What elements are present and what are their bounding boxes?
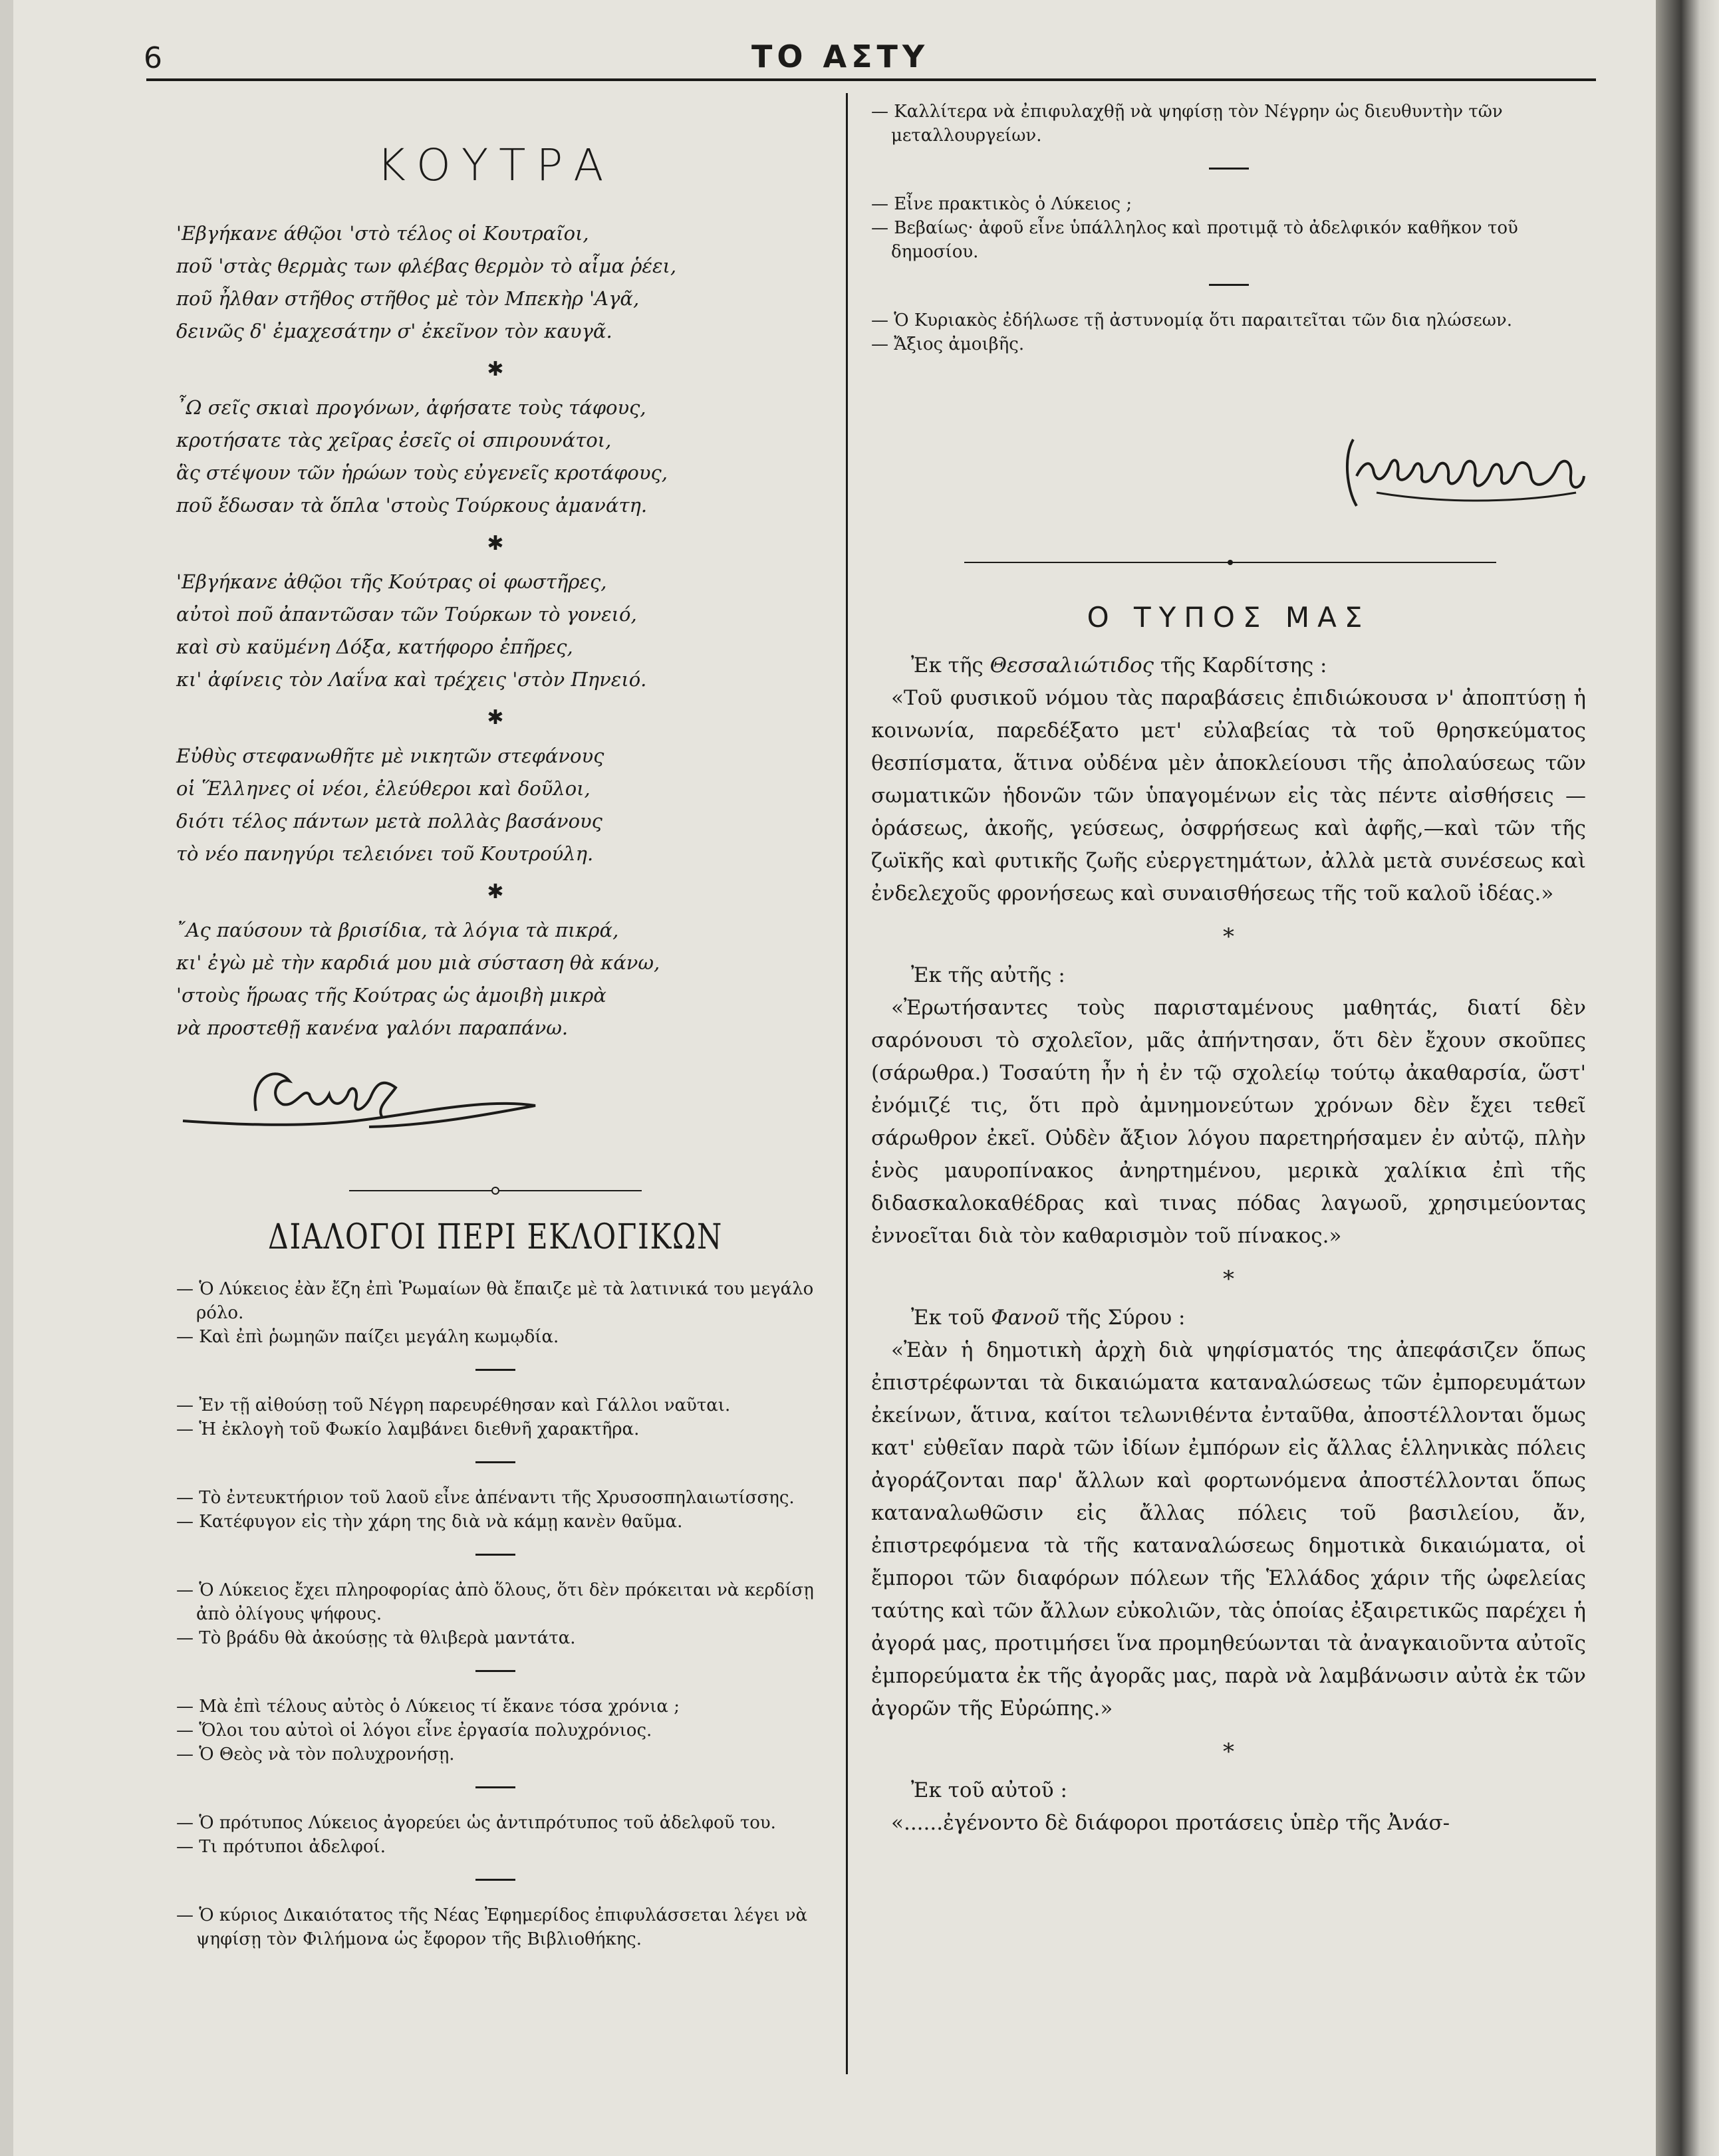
dialogue-line: — Ὁ Λύκειος ἐὰν ἔζη ἐπὶ Ῥωμαίων θὰ ἔπαιζε μὲ τὰ λατινικά του μεγάλο ρόλο. [176, 1279, 814, 1323]
right-column [871, 100, 1586, 1840]
dialogue-dash-divider [475, 1554, 515, 1556]
dialogue-dash-divider [475, 1879, 515, 1881]
source-prefix: Ἐκ τοῦ [911, 1306, 992, 1330]
dialogue-line: — Τὸ ἐντευκτήριον τοῦ λαοῦ εἶνε ἀπέναντι τῆς Χρυσοσπηλαιωτίσσης. [176, 1488, 795, 1508]
section-separator [349, 1184, 642, 1197]
source-prefix: Ἐκ τῆς [911, 654, 990, 677]
section-separator-right [964, 556, 1496, 569]
press-source [871, 1302, 1586, 1334]
dialogue-continuation [871, 100, 1586, 356]
dialogue-line: — Ὅλοι του αὐτοὶ οἱ λόγοι εἶνε ἐργασία πολυχρόνιος. [176, 1721, 652, 1740]
left-column [176, 126, 815, 1951]
dialogue-line: — Μὰ ἐπὶ τέλους αὐτὸς ὁ Λύκειος τί ἔκανε τόσα χρόνια ; [176, 1697, 680, 1717]
asterisk-divider-icon: * [1223, 923, 1234, 950]
dialogue-dash-divider [1209, 168, 1249, 170]
poem-line: νὰ προστεθῇ κανένα γαλόνι παραπάνω. [176, 1017, 569, 1039]
press-review [871, 650, 1586, 1840]
poem-stanza [176, 740, 815, 870]
poem-line: οἱ Ἕλληνες οἱ νέοι, ἐλεύθεροι καὶ δοῦλοι, [176, 777, 591, 800]
poem-line: ποῦ ἔδωσαν τὰ ὅπλα 'στοὺς Τούρκους ἀμανάτη. [176, 494, 648, 517]
dialogue-line: — Ἡ ἐκλογὴ τοῦ Φωκίο λαμβάνει διεθνῆ χαρακτῆρα. [176, 1419, 640, 1439]
poem-stanza [176, 566, 815, 696]
poem-stanza [176, 217, 815, 348]
press-source [871, 1774, 1586, 1807]
dialogue-line: — Καὶ ἐπὶ ῥωμηῶν παίζει μεγάλη κωμῳδία. [176, 1327, 559, 1347]
poem-stanza [176, 914, 815, 1044]
page-gutter-shadow [1656, 0, 1719, 2156]
press-source [871, 959, 1586, 992]
dialogue-line: — Ὁ Κυριακὸς ἐδήλωσε τῇ ἀστυνομίᾳ ὅτι παραιτεῖται τῶν δια ηλώσεων. [871, 310, 1513, 330]
source-paper-name: Φανοῦ [991, 1306, 1059, 1330]
source-suffix: τῆς Σύρου : [1059, 1306, 1186, 1330]
dialogue-line: — Ὁ Θεὸς νὰ τὸν πολυχρονήσῃ. [176, 1744, 455, 1764]
dialogue-list [176, 1277, 815, 1951]
dialogue-line: — Ὁ Λύκειος ἔχει πληροφορίας ἀπὸ ὅλους, ὅτι δὲν πρόκειται νὰ κερδίσῃ ἀπὸ ὀλίγους ψήφους. [176, 1580, 814, 1624]
poem-line: ποῦ 'στὰς θερμὰς των φλέβας θερμὸν τὸ αἷμα ῥέει, [176, 255, 677, 277]
poem-line: κροτήσατε τὰς χεῖρας ἐσεῖς οἱ σπιρουνάτοι, [176, 429, 612, 451]
asterisk-divider-icon: * [1223, 1738, 1234, 1765]
poem-line: κι' ἀφίνεις τὸν Λαΐνα καὶ τρέχεις 'στὸν Πηνειό. [176, 668, 647, 691]
dialogue-title: ΔΙΑΛΟΓΟΙ ΠΕΡΙ ΕΚΛΟΓΙΚΩΝ [268, 1217, 723, 1257]
source-prefix: Ἐκ τῆς αὐτῆς : [911, 963, 1065, 987]
poem-title: ΚΟΥΤΡΑ [376, 140, 614, 191]
header-rule [146, 78, 1596, 81]
press-quote-text: «Ἐὰν ἡ δημοτικὴ ἀρχὴ διὰ ψηφίσματός της ἀπεφάσιζεν ὅπως ἐπιστρέφωνται τὰ δικαιώματα καταναλώσεως τῶν ἐμπορευμάτων ἐκείνων, ἅτινα, καίτοι τελωνιθέντα ἐνταῦθα, ἀποστέλλονται ὅμως κατ' εὐθεῖαν παρὰ τῶν ἰδίων ἐμπόρων εἰς ἄλλας ἑλληνικὰς πόλεις ἀγοράζονται παρ' ἄλλων καὶ φορτωνόμενα ἀποστέλλονται ὅπως καταναλωθῶσιν εἰς ἄλλας πόλεις τοῦ βασιλείου, ἄν, ἐπιστρεφόμενα τὰ τῆς καταναλώσεως δημοτικὰ δικαιώματα, οἱ ἔμποροι τῶν διαφόρων πόλεων τῆς Ἑλλάδος χάριν τῆς ὠφελείας ταύτης καὶ τῶν ἄλλων εὐκολιῶν, τὰς ὁποίας ἐξαιρετικῶς παρέχει ἡ ἀγορά μας, προτιμήσει ἵνα προμηθεύωνται τὰ ἀναγκαιοῦντα αὐτοῖς ἐμπορεύματα ἐκ τῆς ἀγορᾶς μας, παρὰ νὰ λαμβάνωσιν αὐτὰ ἐκ τῶν ἀγορῶν τῆς Εὐρώπης.» [871, 1338, 1586, 1721]
poem-stanza [176, 392, 815, 522]
stanza-separator-icon: ✱ [487, 532, 504, 555]
poem-line: Εὐθὺς στεφανωθῆτε μὲ νικητῶν στεφάνους [176, 745, 604, 767]
source-paper-name: Θεσσαλιώτιδος [990, 654, 1154, 677]
poem-line: ῎Ας παύσουν τὰ βρισίδια, τὰ λόγια τὰ πικρά, [176, 919, 619, 941]
poem-line: καὶ σὺ καϋμένη Δόξα, κατήφορο ἐπῆρες, [176, 636, 573, 658]
dialogue-line: — Τι πρότυποι ἀδελφοί. [176, 1837, 386, 1857]
running-title: ΤΟ ΑΣΤΥ [751, 39, 930, 74]
poem-line: 'Εβγήκανε άθῷοι 'στὸ τέλος οἱ Κουτραῖοι, [176, 222, 589, 245]
dialogue-line: — Καλλίτερα νὰ ἐπιφυλαχθῇ νὰ ψηφίσῃ τὸν Νέγρην ὡς διευθυντὴν τῶν μεταλλουργείων. [871, 102, 1503, 146]
poem [176, 217, 815, 1044]
dialogue-dash-divider [475, 1369, 515, 1371]
dialogue-line: — Ἄξιος ἀμοιβῆς. [871, 334, 1025, 354]
press-quote [871, 1807, 1586, 1840]
dialogue-line: — Ὁ κύριος Δικαιότατος τῆς Νέας Ἐφημερίδος ἐπιφυλάσσεται λέγει νὰ ψηφίσῃ τὸν Φιλήμονα ὡς ἔφορον τῆς Βιβλιοθήκης. [176, 1905, 808, 1949]
signature-kalamvokidis [1337, 429, 1589, 516]
asterisk-divider-icon: * [1223, 1266, 1234, 1292]
newspaper-page [13, 0, 1656, 2156]
dialogue-line: — Ὁ πρότυπος Λύκειος ἀγορεύει ὡς ἀντιπρότυπος τοῦ ἀδελφοῦ του. [176, 1813, 776, 1833]
poem-line: τὸ νέο πανηγύρι τελειόνει τοῦ Κουτρούλη. [176, 842, 594, 865]
page-number: 6 [144, 41, 162, 75]
press-quote-text: «Τοῦ φυσικοῦ νόμου τὰς παραβάσεις ἐπιδιώκουσα ν' ἀποπτύσῃ ἡ κοινωνία, παρεδέξατο μετ' εὐλαβείας τὰ τοῦ θρησκεύματος θεσπίσματα, ἅτινα οὐδένα μὲν ἀποκλείουσι τῆς ἀπολαύσεως τῶν σωματικῶν ἡδονῶν τῶν ὑπαγομένων εἰς τὰς πέντε αἰσθήσεις — ὁράσεως, ἀκοῆς, γεύσεως, ὀσφρήσεως καὶ ἀφῆς,—καὶ τῶν τῆς ζωϊκῆς καὶ φυτικῆς ζωῆς εὐεργετημάτων, ἀλλὰ μετὰ συνέσεως καὶ ἐνδελεχοῦς φρονήσεως καὶ συναισθήσεως τῆς τοῦ καλοῦ ἰδέας.» [871, 686, 1586, 905]
press-quote-text: «......ἐγένοντο δὲ διάφοροι προτάσεις ὑπὲρ τῆς Ἀνάσ- [891, 1811, 1450, 1835]
dialogue-dash-divider [475, 1670, 515, 1672]
poem-line: ῏Ω σεῖς σκιαὶ προγόνων, ἀφήσατε τοὺς τάφους, [176, 396, 646, 419]
poem-line: αὐτοὶ ποῦ ἀπαντῶσαν τῶν Τούρκων τὸ γονειό, [176, 603, 637, 626]
dialogue-line: — Τὸ βράδυ θὰ ἀκούσῃς τὰ θλιβερὰ μαντάτα. [176, 1628, 576, 1648]
stanza-separator-icon: ✱ [487, 706, 504, 729]
poem-line: κι' ἐγὼ μὲ τὴν καρδιά μου μιὰ σύσταση θὰ κάνω, [176, 951, 660, 974]
source-suffix: τῆς Καρδίτσης : [1154, 654, 1327, 677]
section-title: Ο ΤΥΠΟΣ ΜΑΣ [1087, 601, 1371, 634]
poem-line: 'Εβγήκανε ἀθῷοι τῆς Κούτρας οἱ φωστῆρες, [176, 570, 607, 593]
press-quote [871, 682, 1586, 910]
dialogue-dash-divider [475, 1461, 515, 1463]
poem-line: ἃς στέψουν τῶν ἡρώων τοὺς εὐγενεῖς κροτάφους, [176, 461, 668, 484]
press-source [871, 650, 1586, 682]
poem-line: δεινῶς δ' ἐμαχεσάτην σ' ἐκεῖνον τὸν καυγᾶ. [176, 320, 612, 342]
poem-line: 'στοὺς ἥρωας τῆς Κούτρας ὡς ἀμοιβὴ μικρὰ [176, 984, 606, 1007]
dialogue-dash-divider [1209, 284, 1249, 286]
poem-line: διότι τέλος πάντων μετὰ πολλὰς βασάνους [176, 810, 602, 832]
poem-line: ποῦ ἦλθαν στῆθος στῆθος μὲ τὸν Μπεκὴρ 'Αγᾶ, [176, 287, 640, 310]
stanza-separator-icon: ✱ [487, 880, 504, 903]
dialogue-line: — Εἶνε πρακτικὸς ὁ Λύκειος ; [871, 194, 1132, 214]
dialogue-line: — Βεβαίως· ἀφοῦ εἶνε ὑπάλληλος καὶ προτιμᾷ τὸ ἀδελφικόν καθῆκον τοῦ δημοσίου. [871, 218, 1518, 262]
source-prefix: Ἐκ τοῦ αὐτοῦ : [911, 1778, 1067, 1802]
dialogue-line: — Ἐν τῇ αἰθούσῃ τοῦ Νέγρη παρευρέθησαν καὶ Γάλλοι ναῦται. [176, 1395, 731, 1415]
press-quote-text: «Ἐρωτήσαντες τοὺς παρισταμένους μαθητάς, διατί δὲν σαρόνουσι τὸ σχολεῖον, μᾶς ἀπήντησαν, ὅτι δὲν ἔχουν σκοῦπες (σάρωθρα.) Τοσαύτη ἦν ἡ ἐν τῷ σχολείῳ τούτῳ ἀκαθαρσία, ὥστ' ἐνόμιζέ τις, ὅτι πρὸ ἀμνημονεύτων χρόνων δὲν ἔχει τεθεῖ σάρωθρον ἐκεῖ. Οὐδὲν ἄξιον λόγου παρετηρήσαμεν ἐν αὐτῷ, πλὴν ἑνὸς μαυροπίνακος ἀνηρτημένου, μερικὰ χαλίκια ἐπὶ τῆς διδασκαλοκαθέδρας καὶ τινας πόδας λαγωοῦ, χρησιμεύοντας ἐννοεῖται διὰ τὸν καθαρισμὸν τοῦ πίνακος.» [871, 996, 1586, 1248]
signature-souris [176, 1058, 549, 1138]
column-divider [846, 93, 848, 2074]
page-header [13, 33, 1609, 80]
dialogue-dash-divider [475, 1786, 515, 1788]
press-quote [871, 992, 1586, 1253]
stanza-separator-icon: ✱ [487, 358, 504, 381]
press-quote [871, 1334, 1586, 1725]
dialogue-line: — Κατέφυγον εἰς τὴν χάρη της διὰ νὰ κάμῃ κανὲν θαῦμα. [176, 1512, 683, 1532]
